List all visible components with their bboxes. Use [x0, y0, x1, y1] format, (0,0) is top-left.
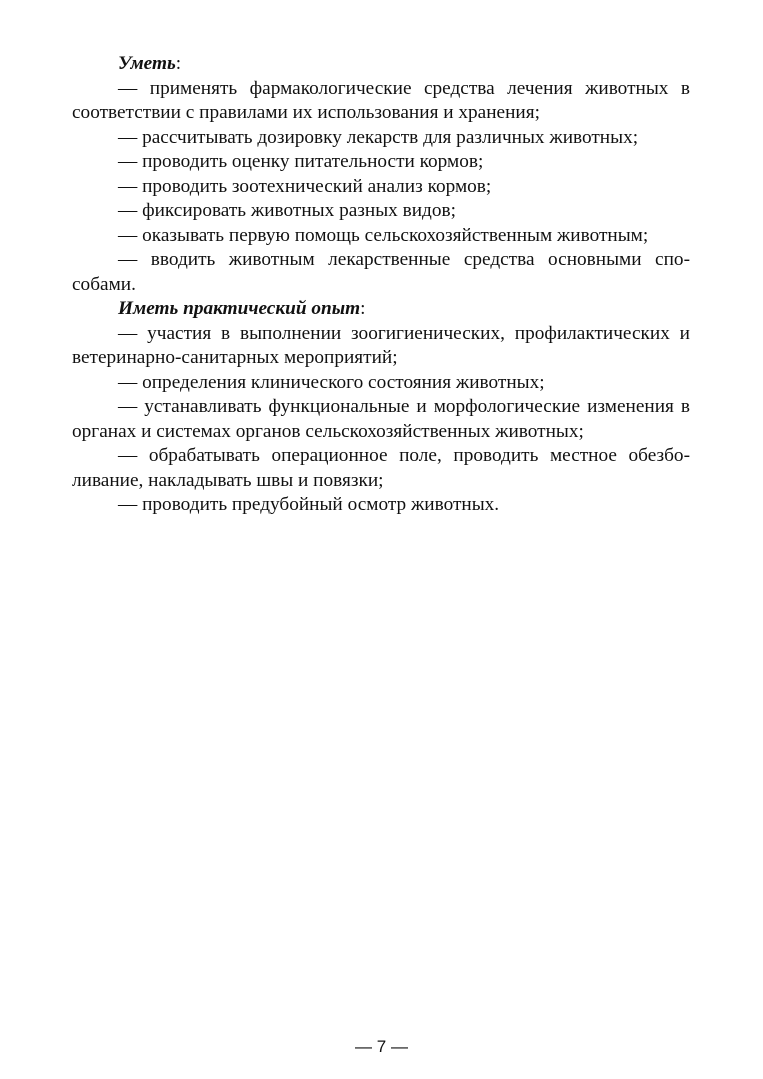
- page-number: — 7 —: [355, 1037, 408, 1056]
- skill-item-6: — оказывать первую помощь сельскохозяйственным животным;: [118, 224, 649, 246]
- experience-item-4: — обрабатывать операционное поле, проводить местное обезболивание, накладывать швы и повязки;: [72, 445, 690, 491]
- experience-item-2: — определения клинического состояния животных;: [118, 371, 545, 393]
- experience-item-5: — проводить предубойный осмотр животных.: [118, 494, 500, 515]
- section-heading-skills-colon: :: [175, 53, 182, 74]
- section-heading-skills-label: Уметь: [118, 53, 176, 74]
- section-heading-experience: [72, 297, 690, 322]
- section-heading-skills: [72, 52, 690, 77]
- skill-item-7: — вводить животным лекарственные средства основными способами.: [72, 249, 690, 295]
- section-heading-experience-colon: :: [360, 298, 366, 319]
- experience-item-3: — устанавливать функциональные и морфологические изменения в органах и системах органов сельскохозяйственных животных;: [72, 396, 690, 442]
- skill-item-5: — фиксировать животных разных видов;: [118, 200, 456, 221]
- page-body: [72, 52, 690, 518]
- skill-item-1: — применять фармакологические средства лечения животных в соответствии с правилами их использования и хранения;: [72, 77, 690, 123]
- experience-item-1: — участия в выполнении зоогигиенических, профилактических и ветеринарно-санитарных мероприятий;: [72, 322, 690, 368]
- skill-item-2: — рассчитывать дозировку лекарств для различных животных;: [118, 126, 639, 148]
- skill-item-4: — проводить зоотехнический анализ кормов;: [118, 175, 492, 197]
- skill-item-3: — проводить оценку питательности кормов;: [118, 151, 484, 172]
- section-heading-experience-label: Иметь практический опыт: [118, 298, 361, 319]
